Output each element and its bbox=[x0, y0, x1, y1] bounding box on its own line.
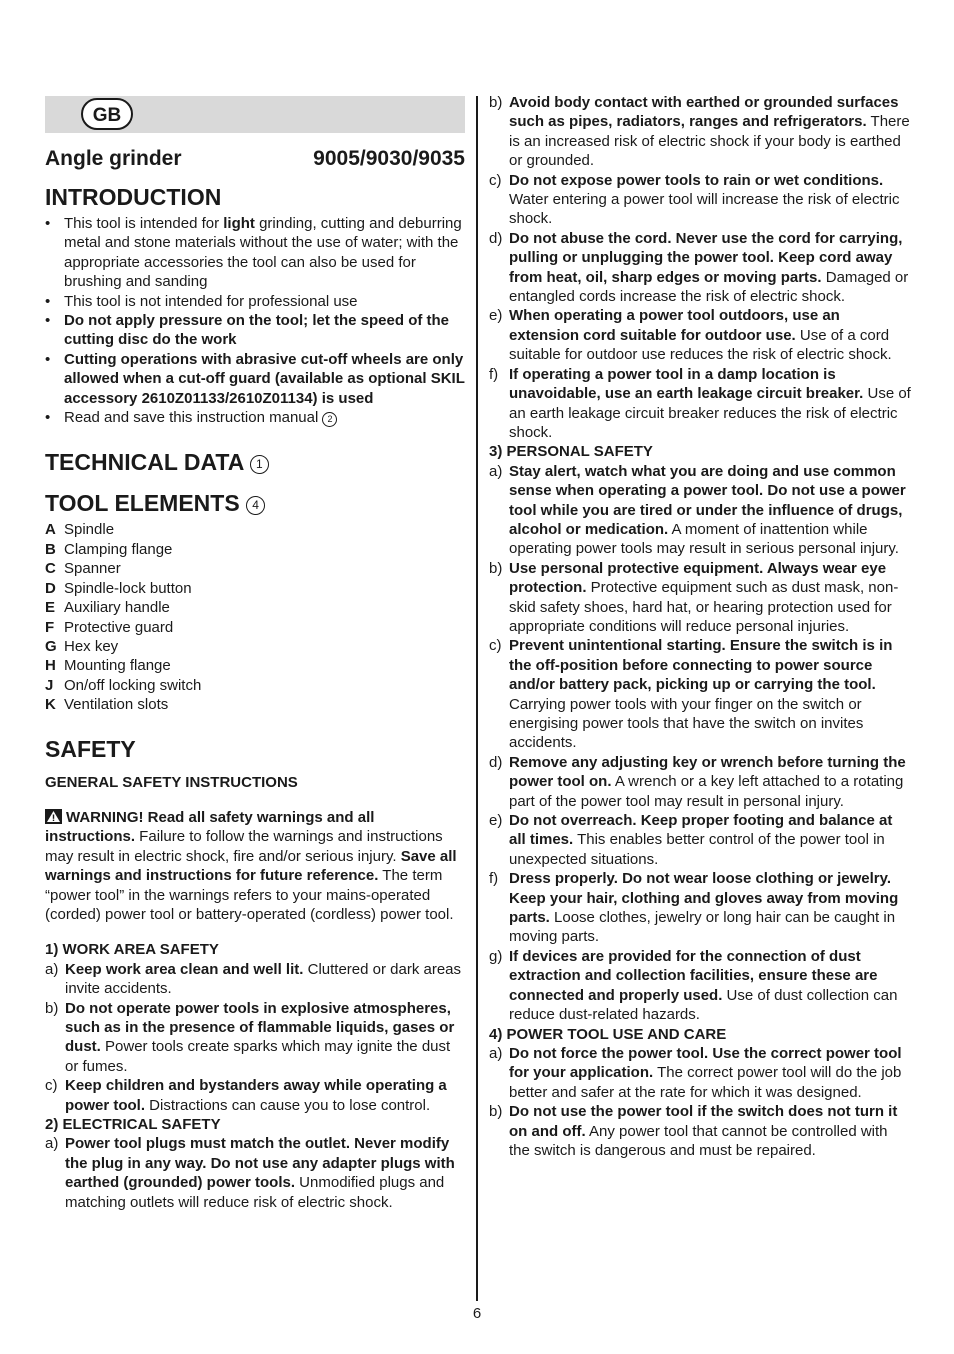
safety-item-letter: b) bbox=[45, 999, 59, 1017]
intro-bullet: • Read and save this instruction manual 2 bbox=[45, 408, 465, 427]
safety-item-letter: e) bbox=[489, 812, 503, 830]
column-divider bbox=[476, 96, 478, 1301]
tool-element-key: B bbox=[45, 540, 56, 558]
tool-element-item bbox=[45, 559, 465, 578]
safety-item bbox=[489, 171, 911, 229]
tool-element-label: Mounting flange bbox=[64, 657, 171, 675]
safety-section-title: 3) PERSONAL SAFETY bbox=[489, 443, 653, 461]
safety-item bbox=[45, 1076, 465, 1115]
left-sections bbox=[45, 940, 465, 1212]
safety-item bbox=[489, 1044, 911, 1102]
tool-elements-list bbox=[45, 520, 465, 714]
safety-item-letter: a) bbox=[489, 462, 503, 480]
tool-element-key: A bbox=[45, 521, 56, 539]
safety-item-letter: a) bbox=[45, 1135, 59, 1153]
tool-element-item bbox=[45, 656, 465, 675]
tool-element-item bbox=[45, 695, 465, 714]
tool-element-key: K bbox=[45, 696, 56, 714]
safety-item bbox=[489, 229, 911, 307]
safety-item-text: Avoid body contact with earthed or grounded surfaces such as pipes, radiators, ranges and refrigerators. There is an increased risk of electric shock if your body is earthed or grounded. bbox=[509, 94, 910, 170]
language-bar bbox=[45, 96, 465, 133]
safety-section-title: 2) ELECTRICAL SAFETY bbox=[45, 1116, 221, 1134]
safety-item-letter: f) bbox=[489, 365, 499, 383]
tool-element-key: G bbox=[45, 637, 57, 655]
safety-item-text: If devices are provided for the connection of dust extraction and collection facilities, ensure these are connected and properly used. Use of dust collection can reduce dust-related hazards. bbox=[509, 947, 898, 1024]
safety-item-text: Dress properly. Do not wear loose clothing or jewelry. Keep your hair, clothing and gloves away from moving parts. Loose clothes, jewelry or long hair can be caught in moving parts. bbox=[509, 870, 899, 946]
tool-element-key: J bbox=[45, 676, 54, 694]
safety-item-text: Do not force the power tool. Use the correct power tool for your application. The correct power tool will do the job better and safer at the rate for which it was designed. bbox=[509, 1044, 902, 1101]
safety-item-text: Use personal protective equipment. Always wear eye protection. Protective equipment such as dust mask, non-skid safety shoes, hard hat, or hearing protection used for appropriate conditions will reduce personal injuries. bbox=[509, 559, 899, 635]
safety-item bbox=[489, 365, 911, 443]
tool-element-label: Ventilation slots bbox=[64, 696, 169, 714]
tool-element-key: C bbox=[45, 560, 56, 578]
figure-ref-icon: 2 bbox=[322, 412, 337, 427]
safety-item-text: Do not expose power tools to rain or wet conditions. Water entering a power tool will increase the risk of electric shock. bbox=[509, 171, 900, 228]
tool-element-label: Spindle-lock button bbox=[64, 579, 192, 597]
safety-item-text: Do not operate power tools in explosive atmospheres, such as in the presence of flammable liquids, gases or dust. Power tools create sparks which may ignite the dust or fumes. bbox=[65, 999, 455, 1075]
safety-item-letter: g) bbox=[489, 947, 503, 965]
safety-section-title: 1) WORK AREA SAFETY bbox=[45, 941, 219, 959]
tool-element-label: On/off locking switch bbox=[64, 676, 202, 694]
figure-ref-icon: 1 bbox=[250, 455, 269, 474]
right-sections bbox=[489, 93, 911, 1160]
safety-item-letter: e) bbox=[489, 307, 503, 325]
safety-item bbox=[45, 960, 465, 999]
page-number: 6 bbox=[472, 1305, 482, 1322]
general-safety-heading: GENERAL SAFETY INSTRUCTIONS bbox=[45, 773, 298, 791]
introduction-heading: INTRODUCTION bbox=[45, 184, 222, 210]
safety-item-letter: b) bbox=[489, 559, 503, 577]
right-column bbox=[489, 93, 911, 1160]
safety-item-text: Power tool plugs must match the outlet. Never modify the plug in any way. Do not use any adapter plugs with earthed (grounded) power tools. Unmodified plugs and matching outlets will reduce risk of electric shock. bbox=[65, 1135, 455, 1211]
tool-element-item bbox=[45, 520, 465, 539]
safety-item-letter: c) bbox=[45, 1077, 58, 1095]
intro-bullet: • This tool is not intended for professional use bbox=[45, 292, 465, 311]
tool-element-key: F bbox=[45, 618, 55, 636]
safety-item-letter: f) bbox=[489, 870, 499, 888]
safety-item bbox=[489, 306, 911, 364]
safety-item-letter: d) bbox=[489, 753, 503, 771]
safety-item bbox=[489, 1102, 911, 1160]
intro-bullet: • This tool is intended for light grinding, cutting and deburring metal and stone materials without the use of water; with the appropriate accessories the tool can also be used for brushing and sanding bbox=[45, 214, 465, 292]
tool-element-item bbox=[45, 540, 465, 559]
tool-elements-heading: TOOL ELEMENTS 4 bbox=[45, 488, 465, 518]
tool-element-item bbox=[45, 598, 465, 617]
product-name: Angle grinder bbox=[45, 147, 182, 170]
intro-bullet: • Cutting operations with abrasive cut-off wheels are only allowed when a cut-off guard (available as optional SKIL accessory 2610Z01133/2610Z01134) is used bbox=[45, 350, 465, 408]
safety-item bbox=[489, 636, 911, 752]
safety-item-text: Keep work area clean and well lit. Cluttered or dark areas invite accidents. bbox=[65, 960, 462, 998]
safety-item bbox=[489, 559, 911, 637]
tool-element-key: E bbox=[45, 599, 56, 617]
safety-item bbox=[45, 999, 465, 1077]
safety-item-letter: c) bbox=[489, 171, 502, 189]
technical-data-heading: TECHNICAL DATA 1 bbox=[45, 447, 465, 477]
safety-item-letter: b) bbox=[489, 1103, 503, 1121]
safety-heading: SAFETY bbox=[45, 735, 136, 762]
safety-item-text: Remove any adjusting key or wrench before turning the power tool on. A wrench or a key left attached to a rotating part of the power tool may result in personal injury. bbox=[509, 753, 906, 810]
safety-item bbox=[489, 947, 911, 1025]
safety-item bbox=[489, 869, 911, 947]
tool-element-item bbox=[45, 618, 465, 637]
safety-item-text: If operating a power tool in a damp location is unavoidable, use an earth leakage circuit breaker. Use of an earth leakage circuit breaker reduces the risk of electric shock. bbox=[509, 365, 911, 441]
safety-item-text: Do not abuse the cord. Never use the cord for carrying, pulling or unplugging the power tool. Keep cord away from heat, oil, sharp edges or moving parts. Damaged or entangled cords increase the risk of electric shock. bbox=[509, 229, 909, 306]
tool-element-item bbox=[45, 579, 465, 598]
tool-element-label: Spanner bbox=[64, 560, 121, 578]
safety-item-letter: a) bbox=[45, 960, 59, 978]
tool-element-label: Hex key bbox=[64, 637, 119, 655]
figure-ref-icon: 4 bbox=[246, 496, 265, 515]
introduction-list bbox=[45, 214, 465, 427]
safety-item-text: Do not overreach. Keep proper footing and balance at all times. This enables better control of the power tool in unexpected situations. bbox=[509, 812, 893, 868]
tool-element-key: D bbox=[45, 579, 56, 597]
intro-bullet: • Do not apply pressure on the tool; let the speed of the cutting disc do the work bbox=[45, 311, 465, 350]
warning-paragraph: WARNING! Read all safety warnings and all instructions. Failure to follow the warnings and instructions may result in electric shock, fire and/or serious injury. Save all warnings and instructions for future reference. The term “power tool” in the warnings refers to your mains-operated (corded) power tool or battery-operated (cordless) power tool. bbox=[45, 808, 457, 923]
safety-item-letter: d) bbox=[489, 229, 503, 247]
safety-item-letter: c) bbox=[489, 637, 502, 655]
language-badge: GB bbox=[81, 98, 133, 130]
product-title-row bbox=[45, 145, 465, 173]
safety-item-text: Keep children and bystanders away while operating a power tool. Distractions can cause you to lose control. bbox=[65, 1077, 447, 1114]
safety-item-text: When operating a power tool outdoors, use an extension cord suitable for outdoor use. Use of a cord suitable for outdoor use reduces the risk of electric shock. bbox=[509, 307, 892, 364]
tool-element-label: Auxiliary handle bbox=[64, 599, 170, 617]
safety-item-text: Prevent unintentional starting. Ensure the switch is in the off-position before connecting to power source and/or battery pack, picking up or carrying the tool. Carrying power tools with your finger on the switch or energising power tools that have the switch on invites accidents. bbox=[509, 637, 893, 752]
safety-section-title: 4) POWER TOOL USE AND CARE bbox=[489, 1025, 727, 1043]
product-models: 9005/9030/9035 bbox=[313, 147, 465, 170]
tool-element-item bbox=[45, 637, 465, 656]
safety-item-letter: b) bbox=[489, 94, 503, 111]
safety-item bbox=[45, 1134, 465, 1212]
safety-item-text: Do not use the power tool if the switch does not turn it on and off. Any power tool that cannot be controlled with the switch is dangerous and must be repaired. bbox=[509, 1103, 898, 1159]
safety-item-letter: a) bbox=[489, 1044, 503, 1062]
safety-item-text: Stay alert, watch what you are doing and use common sense when operating a power tool. Do not use a power tool while you are tired or under the influence of drugs, alcohol or medication. A moment of inattention while operating power tools may result in serious personal injury. bbox=[509, 462, 906, 558]
warning-icon bbox=[45, 809, 62, 824]
safety-item bbox=[489, 811, 911, 869]
tool-element-item bbox=[45, 676, 465, 695]
tool-element-key: H bbox=[45, 657, 56, 675]
tool-element-label: Protective guard bbox=[64, 618, 174, 636]
tool-element-label: Spindle bbox=[64, 521, 115, 539]
tool-element-label: Clamping flange bbox=[64, 540, 173, 558]
safety-item bbox=[489, 462, 911, 559]
safety-item bbox=[489, 93, 911, 171]
left-column bbox=[45, 96, 465, 1212]
safety-item bbox=[489, 753, 911, 811]
